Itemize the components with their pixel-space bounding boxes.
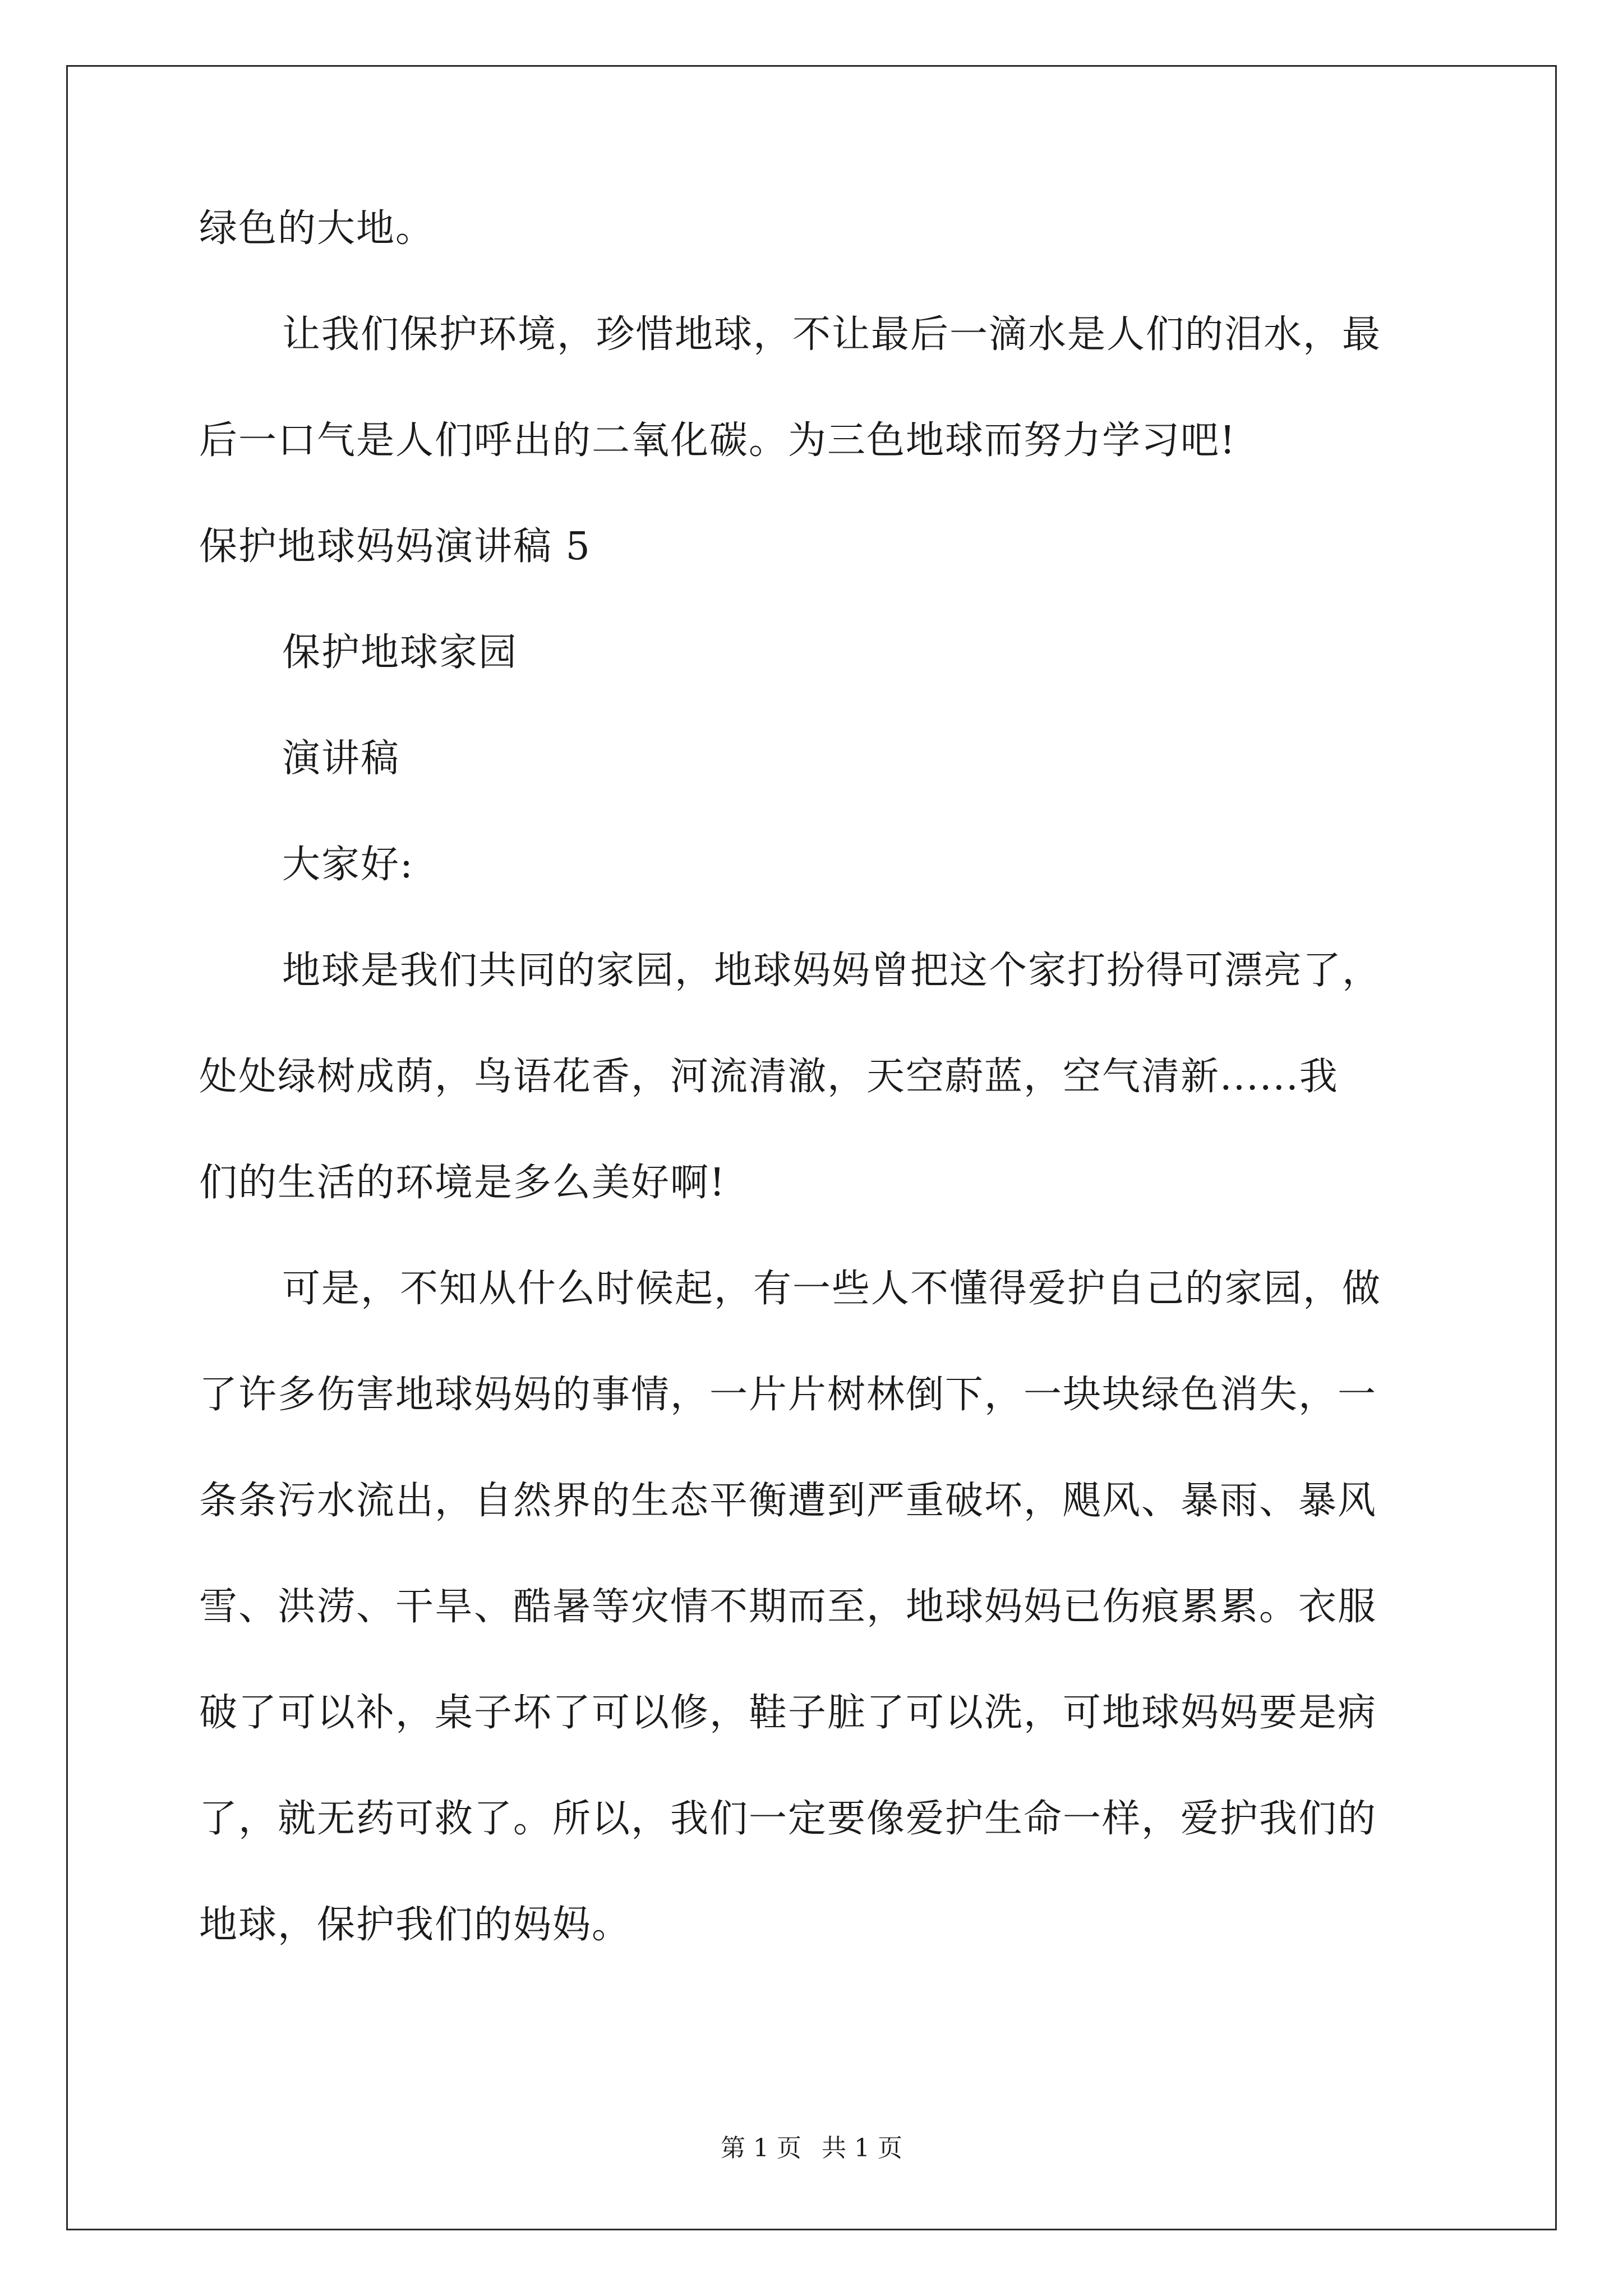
page-footer [0, 2132, 1623, 2165]
text-line: 破了可以补，桌子坏了可以修，鞋子脏了可以洗，可地球妈妈要是病 [199, 1691, 1377, 1735]
text-line: 了，就无药可救了。所以，我们一定要像爱护生命一样，爱护我们的 [199, 1797, 1377, 1841]
page-total: 共 1 页 [822, 2134, 902, 2162]
text-line: 了许多伤害地球妈妈的事情，一片片树林倒下，一块块绿色消失，一 [199, 1373, 1377, 1417]
document-body [199, 202, 1430, 1952]
speech-title: 保护地球家园 [282, 631, 518, 675]
text-line: 们的生活的环境是多么美好啊! [199, 1161, 726, 1205]
text-line: 可是，不知从什么时候起，有一些人不懂得爱护自己的家园，做 [282, 1267, 1382, 1311]
text-line: 让我们保护环境，珍惜地球，不让最后一滴水是人们的泪水，最 [282, 312, 1382, 357]
speech-subtitle: 演讲稿 [282, 737, 400, 781]
greeting: 大家好: [282, 843, 414, 887]
text-line: 处处绿树成荫，鸟语花香，河流清澈，天空蔚蓝，空气清新......我 [199, 1055, 1339, 1099]
text-line: 条条污水流出，自然界的生态平衡遭到严重破坏，飓风、暴雨、暴风 [199, 1479, 1377, 1523]
text-line: 雪、洪涝、干旱、酷暑等灾情不期而至，地球妈妈已伤痕累累。衣服 [199, 1585, 1377, 1629]
page-number: 第 1 页 [721, 2134, 801, 2162]
text-line: 地球，保护我们的妈妈。 [199, 1903, 631, 1947]
section-heading: 保护地球妈妈演讲稿 5 [199, 524, 591, 569]
text-line: 绿色的大地。 [199, 206, 435, 251]
text-line: 后一口气是人们呼出的二氧化碳。为三色地球而努力学习吧! [199, 418, 1237, 463]
text-line: 地球是我们共同的家园，地球妈妈曾把这个家打扮得可漂亮了， [282, 949, 1382, 993]
